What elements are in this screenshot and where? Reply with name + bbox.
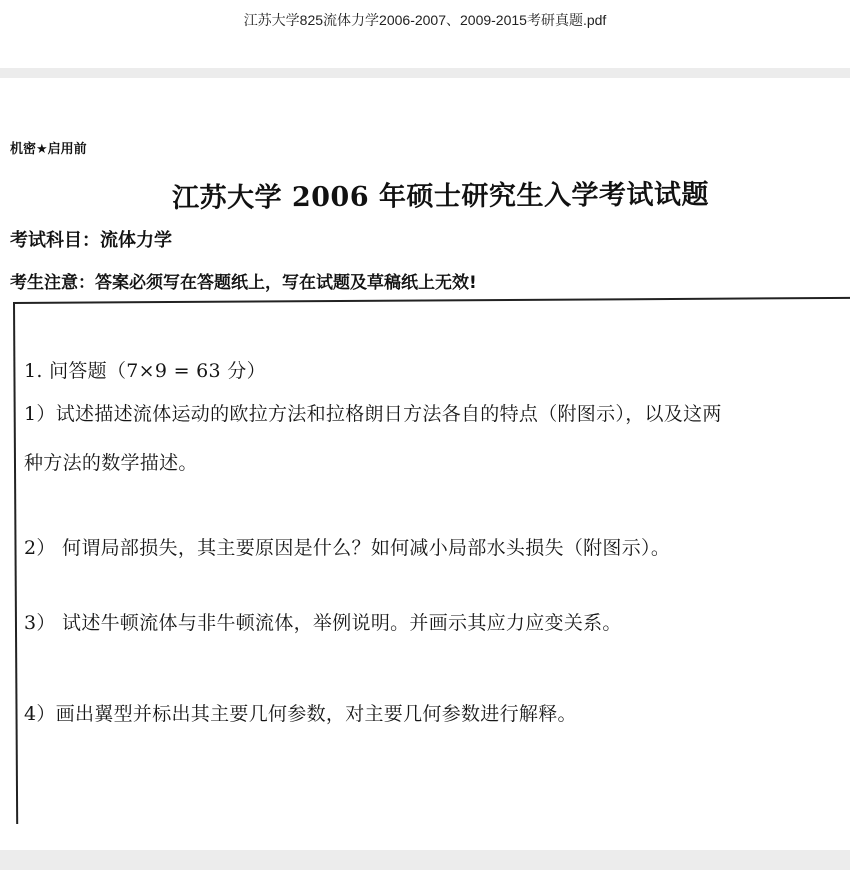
exam-title: 江苏大学 2006 年硕士研究生入学考试试题 [171, 179, 710, 214]
confidential-label: 机密★启用前 [10, 142, 87, 157]
question-1-line-2: 种方法的数学描述。 [24, 452, 198, 474]
viewer-footer [0, 850, 850, 870]
question-2: 2） 何谓局部损失，其主要原因是什么？如何减小局部水头损失（附图示）。 [24, 537, 671, 559]
exam-subject: 考试科目：流体力学 [10, 230, 172, 251]
viewer-header [0, 0, 850, 68]
question-1-line-1: 1）试述描述流体运动的欧拉方法和拉格朗日方法各自的特点（附图示），以及这两 [24, 403, 722, 425]
question-3: 3） 试述牛顿流体与非牛顿流体，举例说明。并画示其应力应变关系。 [24, 612, 622, 634]
question-heading: 1. 问答题（7×9 = 63 分） [24, 360, 266, 382]
question-4: 4）画出翼型并标出其主要几何参数，对主要几何参数进行解释。 [24, 703, 577, 725]
document-title: 江苏大学825流体力学2006-2007、2009-2015考研真题.pdf [243, 12, 607, 28]
candidate-notice: 考生注意：答案必须写在答题纸上，写在试题及草稿纸上无效! [10, 273, 477, 293]
header-divider [0, 68, 850, 78]
